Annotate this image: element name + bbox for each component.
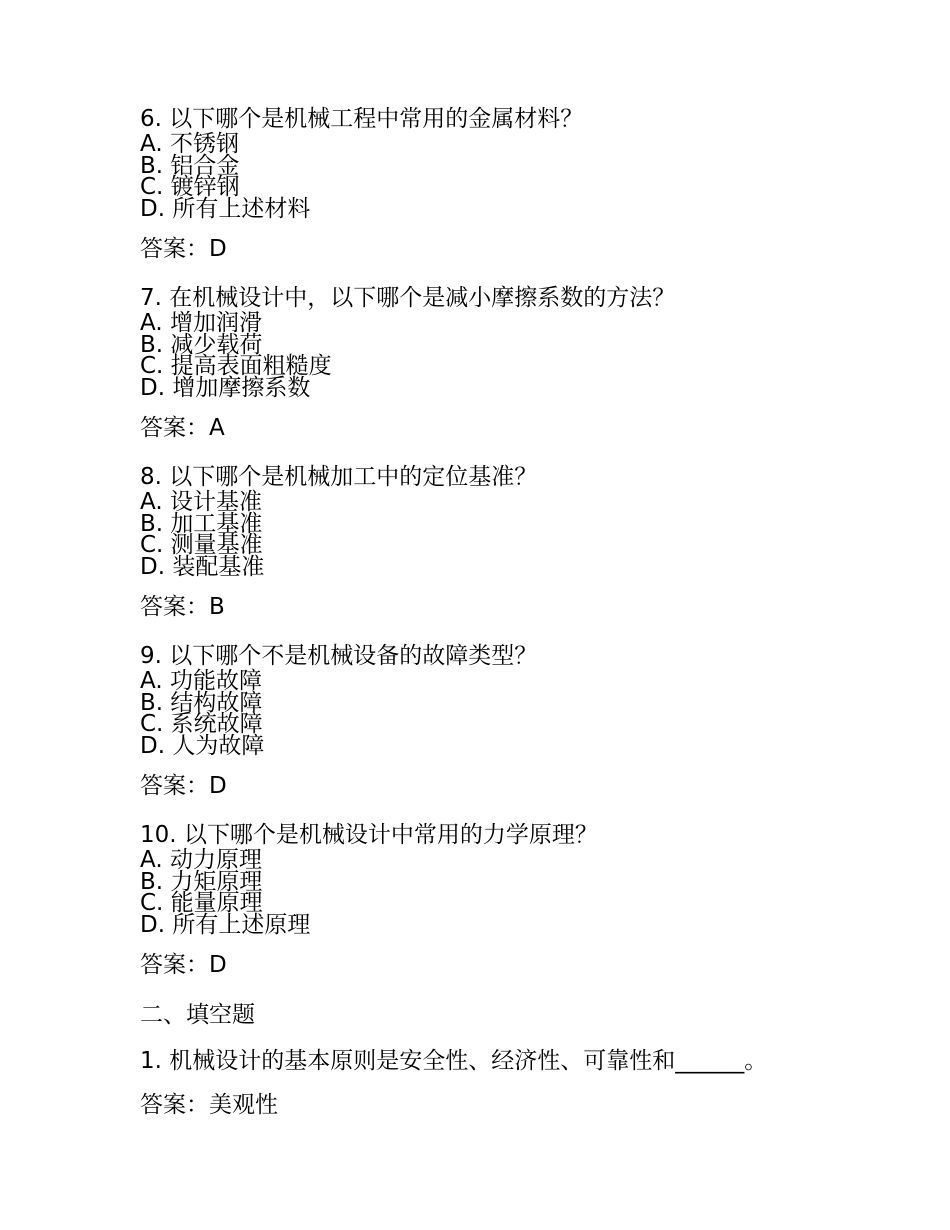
question-answer: 答案：D (140, 236, 227, 262)
question-option: C. 测量基准 (140, 532, 263, 558)
question-option: D. 所有上述原理 (140, 911, 311, 938)
fill-in-section (140, 1000, 860, 1120)
question-title: 6. 以下哪个是机械工程中常用的金属材料？ (140, 106, 584, 132)
question-option: D. 所有上述材料 (140, 195, 311, 222)
question-title: 7. 在机械设计中，以下哪个是减小摩擦系数的方法？ (140, 285, 676, 311)
question-option: A. 不锈钢 (140, 131, 239, 157)
fill-question: 1. 机械设计的基本原则是安全性、经济性、可靠性和______。 (140, 1048, 768, 1074)
question-block (140, 463, 860, 622)
question-option: C. 能量原理 (140, 890, 263, 916)
question-block (140, 821, 860, 980)
question-answer: 答案：美观性 (140, 1092, 278, 1118)
question-option: B. 加工基准 (140, 510, 263, 537)
document-content (140, 105, 860, 1134)
question-option: A. 增加润滑 (140, 310, 262, 336)
question-block (140, 642, 860, 801)
question-option: B. 结构故障 (140, 689, 263, 716)
question-option: B. 力矩原理 (140, 868, 263, 895)
question-title: 8. 以下哪个是机械加工中的定位基准？ (140, 464, 538, 490)
question-option: A. 动力原理 (140, 847, 262, 873)
question-block (140, 105, 860, 264)
question-option: C. 镀锌钢 (140, 174, 240, 200)
question-title: 10. 以下哪个是机械设计中常用的力学原理？ (140, 822, 598, 848)
question-option: C. 系统故障 (140, 711, 263, 737)
question-option: A. 功能故障 (140, 668, 262, 694)
question-answer: 答案：B (140, 594, 225, 620)
question-option: D. 增加摩擦系数 (140, 374, 311, 401)
question-option: B. 铝合金 (140, 152, 240, 179)
question-option: B. 减少载荷 (140, 331, 263, 358)
question-option: D. 人为故障 (140, 732, 265, 759)
question-option: C. 提高表面粗糙度 (140, 353, 332, 379)
question-title: 9. 以下哪个不是机械设备的故障类型？ (140, 643, 538, 669)
question-option: D. 装配基准 (140, 553, 265, 580)
section-title: 二、填空题 (140, 1002, 255, 1028)
question-option: A. 设计基准 (140, 489, 262, 515)
question-answer: 答案：D (140, 952, 227, 978)
question-block (140, 284, 860, 443)
question-answer: 答案：A (140, 415, 225, 441)
question-answer: 答案：D (140, 773, 227, 799)
